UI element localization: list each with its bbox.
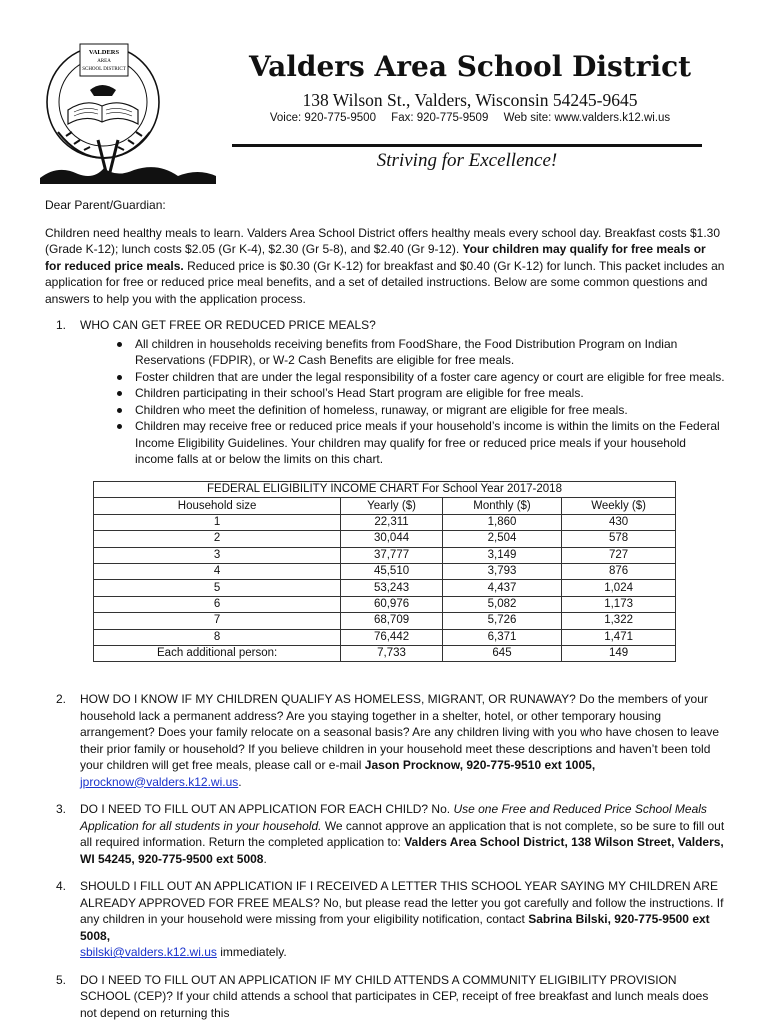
email-link[interactable]: jprocknow@valders.k12.wi.us bbox=[80, 774, 239, 789]
eligibility-list bbox=[45, 336, 725, 468]
column-header: Monthly ($) bbox=[442, 498, 561, 514]
intro-bold: Your children may qualify for free meals or for reduced price meals. bbox=[45, 242, 706, 273]
table-cell: 578 bbox=[562, 531, 676, 547]
table-row bbox=[94, 563, 676, 579]
table-cell: 727 bbox=[562, 547, 676, 563]
logo-text-1: VALDERS bbox=[88, 49, 120, 56]
district-title: Valders Area School District bbox=[248, 50, 692, 83]
column-header: Weekly ($) bbox=[562, 498, 676, 514]
table-row bbox=[94, 531, 676, 547]
list-item: All children in households receiving benefits from FoodShare, the Food Distribution Program on Indian Reservations (FDPIR), or W-2 Cash Benefits are eligible for free meals. bbox=[135, 336, 725, 369]
table-header-row bbox=[94, 498, 676, 514]
question-number: 4. bbox=[56, 879, 67, 893]
letter-body bbox=[45, 197, 725, 468]
table-cell: 430 bbox=[562, 514, 676, 530]
sentence-end: . bbox=[238, 774, 242, 789]
list-item: Children may receive free or reduced price meals if your household’s income is within the limits on the Federal Income Eligibility Guidelines. Your children may qualify for free or reduced price meals if your household income falls at or below the limits on this chart. bbox=[135, 418, 725, 468]
fax-number: Fax: 920-775-9509 bbox=[391, 112, 489, 124]
list-item: Children participating in their school’s Head Start program are eligible for free meals. bbox=[135, 385, 725, 402]
district-contact bbox=[235, 112, 705, 124]
sentence-end: immediately. bbox=[216, 945, 287, 959]
question-1 bbox=[45, 317, 725, 334]
table-cell: 60,976 bbox=[341, 596, 443, 612]
question-2 bbox=[45, 691, 725, 790]
table-row bbox=[94, 645, 676, 661]
question-text-2: We cannot approve an application that is not complete, so be sure to fill out all required information. Return the completed application to: bbox=[80, 818, 725, 849]
table-cell: 1,322 bbox=[562, 613, 676, 629]
table-cell: 6,371 bbox=[442, 629, 561, 645]
table-cell: 68,709 bbox=[341, 613, 443, 629]
logo-text-3: SCHOOL DISTRICT bbox=[82, 67, 126, 72]
table-caption-row bbox=[94, 482, 676, 498]
logo-text-2: AREA bbox=[97, 59, 111, 64]
return-address: Valders Area School District, 138 Wilson Street, Valders, WI 54245, 920-775-9500 ext 5008 bbox=[80, 835, 724, 866]
table-cell: 2,504 bbox=[442, 531, 561, 547]
table-cell: Each additional person: bbox=[94, 645, 341, 661]
email-link[interactable]: sbilski@valders.k12.wi.us bbox=[80, 945, 217, 959]
question-number: 5. bbox=[56, 972, 67, 987]
list-item: Foster children that are under the legal responsibility of a foster care agency or court are eligible for free meals. bbox=[135, 369, 725, 384]
question-text: DO I NEED TO FILL OUT AN APPLICATION IF MY CHILD ATTENDS A COMMUNITY ELIGIBILITY PROVISION SCHOOL (CEP)? If your child attends a school that participates in CEP, receipt of free breakfast and lunch meals does not depend on returning this bbox=[80, 972, 709, 1020]
question-number: 2. bbox=[56, 692, 67, 706]
question-3 bbox=[45, 801, 725, 867]
sentence-end: . bbox=[263, 851, 267, 866]
table-cell: 4,437 bbox=[442, 580, 561, 596]
table-cell: 3 bbox=[94, 547, 341, 563]
website: Web site: www.valders.k12.wi.us bbox=[503, 112, 671, 124]
question-text: SHOULD I FILL OUT AN APPLICATION IF I RECEIVED A LETTER THIS SCHOOL YEAR SAYING MY CHILDREN ARE ALREADY APPROVED FOR FREE MEALS? No, but please read the letter you got carefully and follow the instructions. If any children in your household were missing from your eligibility notification, contact bbox=[80, 879, 724, 926]
table-cell: 4 bbox=[94, 563, 341, 579]
district-motto: Striving for Excellence! bbox=[376, 150, 558, 171]
list-item: Children who meet the definition of homeless, runaway, or migrant are eligible for free meals. bbox=[135, 402, 725, 419]
table-cell: 1,471 bbox=[562, 629, 676, 645]
table-cell: 1,860 bbox=[442, 514, 561, 530]
header-rule bbox=[232, 144, 702, 147]
table-cell: 76,442 bbox=[341, 629, 443, 645]
table-cell: 7 bbox=[94, 613, 341, 629]
column-header: Yearly ($) bbox=[341, 498, 443, 514]
district-logo bbox=[38, 40, 218, 190]
column-header: Household size bbox=[94, 498, 341, 514]
table-cell: 1,173 bbox=[562, 596, 676, 612]
table-cell: 1 bbox=[94, 514, 341, 530]
table-cell: 53,243 bbox=[341, 580, 443, 596]
table-row bbox=[94, 596, 676, 612]
question-4 bbox=[45, 878, 725, 961]
contact-name: Sabrina Bilski, 920-775-9500 ext 5008, bbox=[80, 912, 710, 943]
table-cell: 3,793 bbox=[442, 563, 561, 579]
voice-number: Voice: 920-775-9500 bbox=[269, 112, 376, 124]
table-row bbox=[94, 547, 676, 563]
table-cell: 5,726 bbox=[442, 613, 561, 629]
table-cell: 8 bbox=[94, 629, 341, 645]
table-row bbox=[94, 629, 676, 645]
table-cell: 5 bbox=[94, 580, 341, 596]
district-address: 138 Wilson St., Valders, Wisconsin 54245-9645 bbox=[302, 90, 638, 110]
table-cell: 1,024 bbox=[562, 580, 676, 596]
italic-text: Use one Free and Reduced Price School Meals Application for all students in your household. bbox=[80, 802, 707, 833]
table-cell: 6 bbox=[94, 596, 341, 612]
table-row bbox=[94, 514, 676, 530]
question-text: HOW DO I KNOW IF MY CHILDREN QUALIFY AS HOMELESS, MIGRANT, OR RUNAWAY? Do the members of your household lack a permanent address? Are you staying together in a shelter, hotel, or other temporary housing arrangement? Does your family relocate on a seasonal basis? Are any children living with you who have chosen to leave their prior family or household? If you believe children in your household meet these descriptions and haven’t been told your children will get free meals, please call or e-mail bbox=[80, 692, 720, 772]
table-cell: 645 bbox=[442, 645, 561, 661]
table-cell: 37,777 bbox=[341, 547, 443, 563]
greeting: Dear Parent/Guardian: bbox=[45, 198, 166, 212]
intro-text-2: Reduced price is $0.30 (Gr K-12) for breakfast and $0.40 (Gr K-12) for lunch. This packet includes an application for free or reduced price meal benefits, and a set of detailed instructions. Below are some common questions and answers to help you with the application process. bbox=[45, 258, 725, 306]
table-caption: FEDERAL ELIGIBILITY INCOME CHART For School Year 2017-2018 bbox=[94, 482, 676, 498]
table-cell: 45,510 bbox=[341, 563, 443, 579]
table-cell: 2 bbox=[94, 531, 341, 547]
question-number: 1. bbox=[56, 318, 67, 332]
table-row bbox=[94, 580, 676, 596]
table-cell: 876 bbox=[562, 563, 676, 579]
income-chart-table bbox=[93, 481, 676, 662]
intro-paragraph bbox=[45, 225, 725, 308]
question-text: WHO CAN GET FREE OR REDUCED PRICE MEALS? bbox=[80, 318, 376, 332]
lower-questions bbox=[45, 691, 725, 1032]
contact-name: Jason Procknow, 920-775-9510 ext 1005, bbox=[364, 758, 596, 772]
table-cell: 5,082 bbox=[442, 596, 561, 612]
table-cell: 22,311 bbox=[341, 514, 443, 530]
question-text: DO I NEED TO FILL OUT AN APPLICATION FOR EACH CHILD? No. bbox=[80, 802, 454, 816]
table-cell: 30,044 bbox=[341, 531, 443, 547]
table-row bbox=[94, 613, 676, 629]
table-cell: 149 bbox=[562, 645, 676, 661]
question-5 bbox=[45, 972, 725, 1022]
question-number: 3. bbox=[56, 802, 67, 816]
intro-text-1: Children need healthy meals to learn. Valders Area School District offers healthy meals every school day. Breakfast costs $1.30 (Grade K-12); lunch costs $2.05 (Gr K-4), $2.30 (Gr 5-8), and $2.40 (Gr 9-12). bbox=[45, 225, 721, 256]
table-cell: 3,149 bbox=[442, 547, 561, 563]
table-cell: 7,733 bbox=[341, 645, 443, 661]
